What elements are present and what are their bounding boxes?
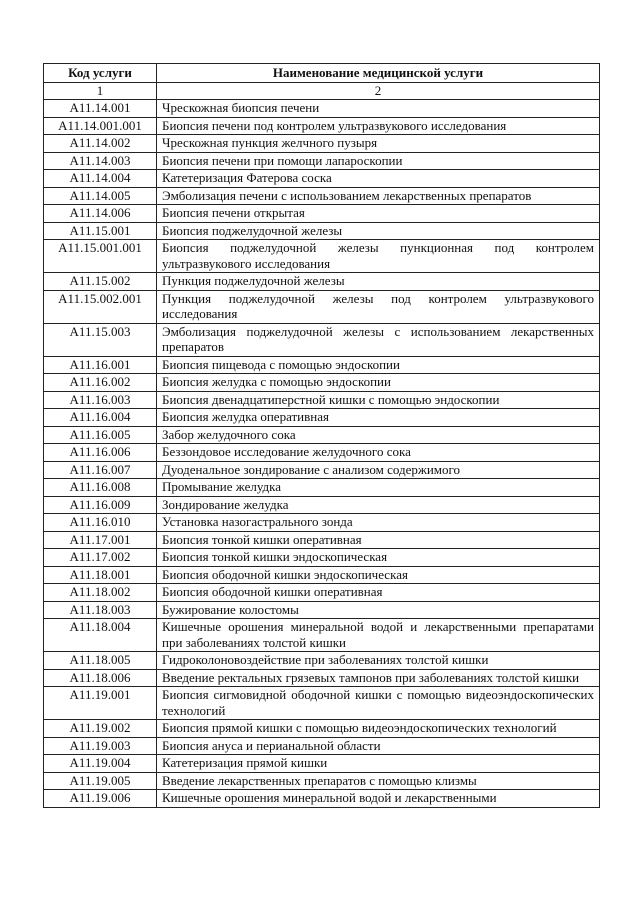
service-code-cell: A11.19.006: [44, 790, 157, 808]
service-name-cell: Чрескожная биопсия печени: [157, 100, 600, 118]
service-name-cell: Установка назогастрального зонда: [157, 514, 600, 532]
service-name-cell: Забор желудочного сока: [157, 426, 600, 444]
service-code-cell: A11.17.001: [44, 531, 157, 549]
service-name-cell: Кишечные орошения минеральной водой и лекарственными препаратами при заболеваниях толстой кишки: [157, 619, 600, 652]
service-code-cell: A11.14.003: [44, 152, 157, 170]
service-name-cell: Чрескожная пункция желчного пузыря: [157, 135, 600, 153]
service-code-cell: A11.14.006: [44, 205, 157, 223]
service-name-cell: Зондирование желудка: [157, 496, 600, 514]
table-row: [44, 273, 600, 291]
service-code-cell: A11.18.002: [44, 584, 157, 602]
table-row: [44, 687, 600, 720]
table-row: [44, 152, 600, 170]
table-row: [44, 619, 600, 652]
service-code-cell: A11.14.005: [44, 187, 157, 205]
service-name-cell: Биопсия поджелудочной железы: [157, 222, 600, 240]
service-name-cell: Биопсия печени под контролем ультразвукового исследования: [157, 117, 600, 135]
service-name-cell: Биопсия печени при помощи лапароскопии: [157, 152, 600, 170]
services-table: [43, 63, 600, 808]
service-name-cell: Биопсия тонкой кишки оперативная: [157, 531, 600, 549]
service-name-cell: Биопсия пищевода с помощью эндоскопии: [157, 356, 600, 374]
service-name-cell: Биопсия желудка оперативная: [157, 409, 600, 427]
table-row: [44, 222, 600, 240]
service-code-cell: A11.16.002: [44, 374, 157, 392]
service-name-cell: Эмболизация поджелудочной железы с использованием лекарственных препаратов: [157, 323, 600, 356]
service-name-cell: Биопсия ободочной кишки оперативная: [157, 584, 600, 602]
service-name-cell: Бужирование колостомы: [157, 601, 600, 619]
service-code-cell: A11.16.006: [44, 444, 157, 462]
table-header-row: [44, 64, 600, 83]
service-code-cell: A11.19.005: [44, 772, 157, 790]
table-row: [44, 444, 600, 462]
service-name-cell: Биопсия печени открытая: [157, 205, 600, 223]
service-name-cell: Кишечные орошения минеральной водой и лекарственными: [157, 790, 600, 808]
table-row: [44, 652, 600, 670]
service-name-cell: Промывание желудка: [157, 479, 600, 497]
table-row: [44, 100, 600, 118]
table-row: [44, 790, 600, 808]
column-number-1: 1: [44, 82, 157, 100]
table-row: [44, 391, 600, 409]
service-name-cell: Биопсия тонкой кишки эндоскопическая: [157, 549, 600, 567]
service-name-cell: Дуоденальное зондирование с анализом содержимого: [157, 461, 600, 479]
table-row: [44, 117, 600, 135]
table-row: [44, 187, 600, 205]
service-name-cell: Введение лекарственных препаратов с помощью клизмы: [157, 772, 600, 790]
service-code-cell: A11.14.002: [44, 135, 157, 153]
service-code-cell: A11.18.004: [44, 619, 157, 652]
service-code-cell: A11.19.004: [44, 755, 157, 773]
service-name-cell: Пункция поджелудочной железы под контролем ультразвукового исследования: [157, 290, 600, 323]
header-code: Код услуги: [44, 64, 157, 83]
service-code-cell: A11.19.003: [44, 737, 157, 755]
table-row: [44, 409, 600, 427]
service-code-cell: A11.18.006: [44, 669, 157, 687]
service-code-cell: A11.16.010: [44, 514, 157, 532]
service-name-cell: Биопсия сигмовидной ободочной кишки с помощью видеоэндоскопических технологий: [157, 687, 600, 720]
table-row: [44, 374, 600, 392]
table-row: [44, 135, 600, 153]
table-row: [44, 549, 600, 567]
service-name-cell: Катетеризация прямой кишки: [157, 755, 600, 773]
service-name-cell: Гидроколоновоздействие при заболеваниях толстой кишки: [157, 652, 600, 670]
service-name-cell: Катетеризация Фатерова соска: [157, 170, 600, 188]
service-name-cell: Беззондовое исследование желудочного сока: [157, 444, 600, 462]
document-page: [43, 63, 599, 808]
header-name: Наименование медицинской услуги: [157, 64, 600, 83]
service-code-cell: A11.15.002: [44, 273, 157, 291]
service-name-cell: Биопсия прямой кишки с помощью видеоэндоскопических технологий: [157, 720, 600, 738]
table-row: [44, 290, 600, 323]
service-code-cell: A11.16.007: [44, 461, 157, 479]
table-row: [44, 479, 600, 497]
service-code-cell: A11.14.001: [44, 100, 157, 118]
service-code-cell: A11.14.004: [44, 170, 157, 188]
service-name-cell: Биопсия поджелудочной железы пункционная под контролем ультразвукового исследования: [157, 240, 600, 273]
service-code-cell: A11.15.001.001: [44, 240, 157, 273]
service-name-cell: Пункция поджелудочной железы: [157, 273, 600, 291]
table-row: [44, 205, 600, 223]
table-row: [44, 584, 600, 602]
table-row: [44, 426, 600, 444]
table-row: [44, 356, 600, 374]
service-name-cell: Эмболизация печени с использованием лекарственных препаратов: [157, 187, 600, 205]
table-row: [44, 240, 600, 273]
column-number-2: 2: [157, 82, 600, 100]
table-row: [44, 496, 600, 514]
service-code-cell: A11.16.003: [44, 391, 157, 409]
service-code-cell: A11.15.001: [44, 222, 157, 240]
service-code-cell: A11.16.001: [44, 356, 157, 374]
service-name-cell: Биопсия ободочной кишки эндоскопическая: [157, 566, 600, 584]
service-code-cell: A11.14.001.001: [44, 117, 157, 135]
service-code-cell: A11.15.002.001: [44, 290, 157, 323]
service-code-cell: A11.16.008: [44, 479, 157, 497]
table-row: [44, 720, 600, 738]
service-name-cell: Биопсия двенадцатиперстной кишки с помощью эндоскопии: [157, 391, 600, 409]
table-row: [44, 170, 600, 188]
table-row: [44, 755, 600, 773]
service-code-cell: A11.16.009: [44, 496, 157, 514]
service-code-cell: A11.18.005: [44, 652, 157, 670]
service-code-cell: A11.18.003: [44, 601, 157, 619]
service-code-cell: A11.19.002: [44, 720, 157, 738]
service-code-cell: A11.18.001: [44, 566, 157, 584]
service-name-cell: Введение ректальных грязевых тампонов при заболеваниях толстой кишки: [157, 669, 600, 687]
service-name-cell: Биопсия ануса и перианальной области: [157, 737, 600, 755]
table-row: [44, 461, 600, 479]
table-row: [44, 566, 600, 584]
service-code-cell: A11.16.005: [44, 426, 157, 444]
service-name-cell: Биопсия желудка с помощью эндоскопии: [157, 374, 600, 392]
table-row: [44, 737, 600, 755]
column-number-row: [44, 82, 600, 100]
table-row: [44, 531, 600, 549]
service-code-cell: A11.16.004: [44, 409, 157, 427]
table-row: [44, 323, 600, 356]
service-code-cell: A11.19.001: [44, 687, 157, 720]
table-row: [44, 669, 600, 687]
table-row: [44, 772, 600, 790]
service-code-cell: A11.17.002: [44, 549, 157, 567]
table-row: [44, 601, 600, 619]
service-code-cell: A11.15.003: [44, 323, 157, 356]
table-body: [44, 100, 600, 808]
table-row: [44, 514, 600, 532]
